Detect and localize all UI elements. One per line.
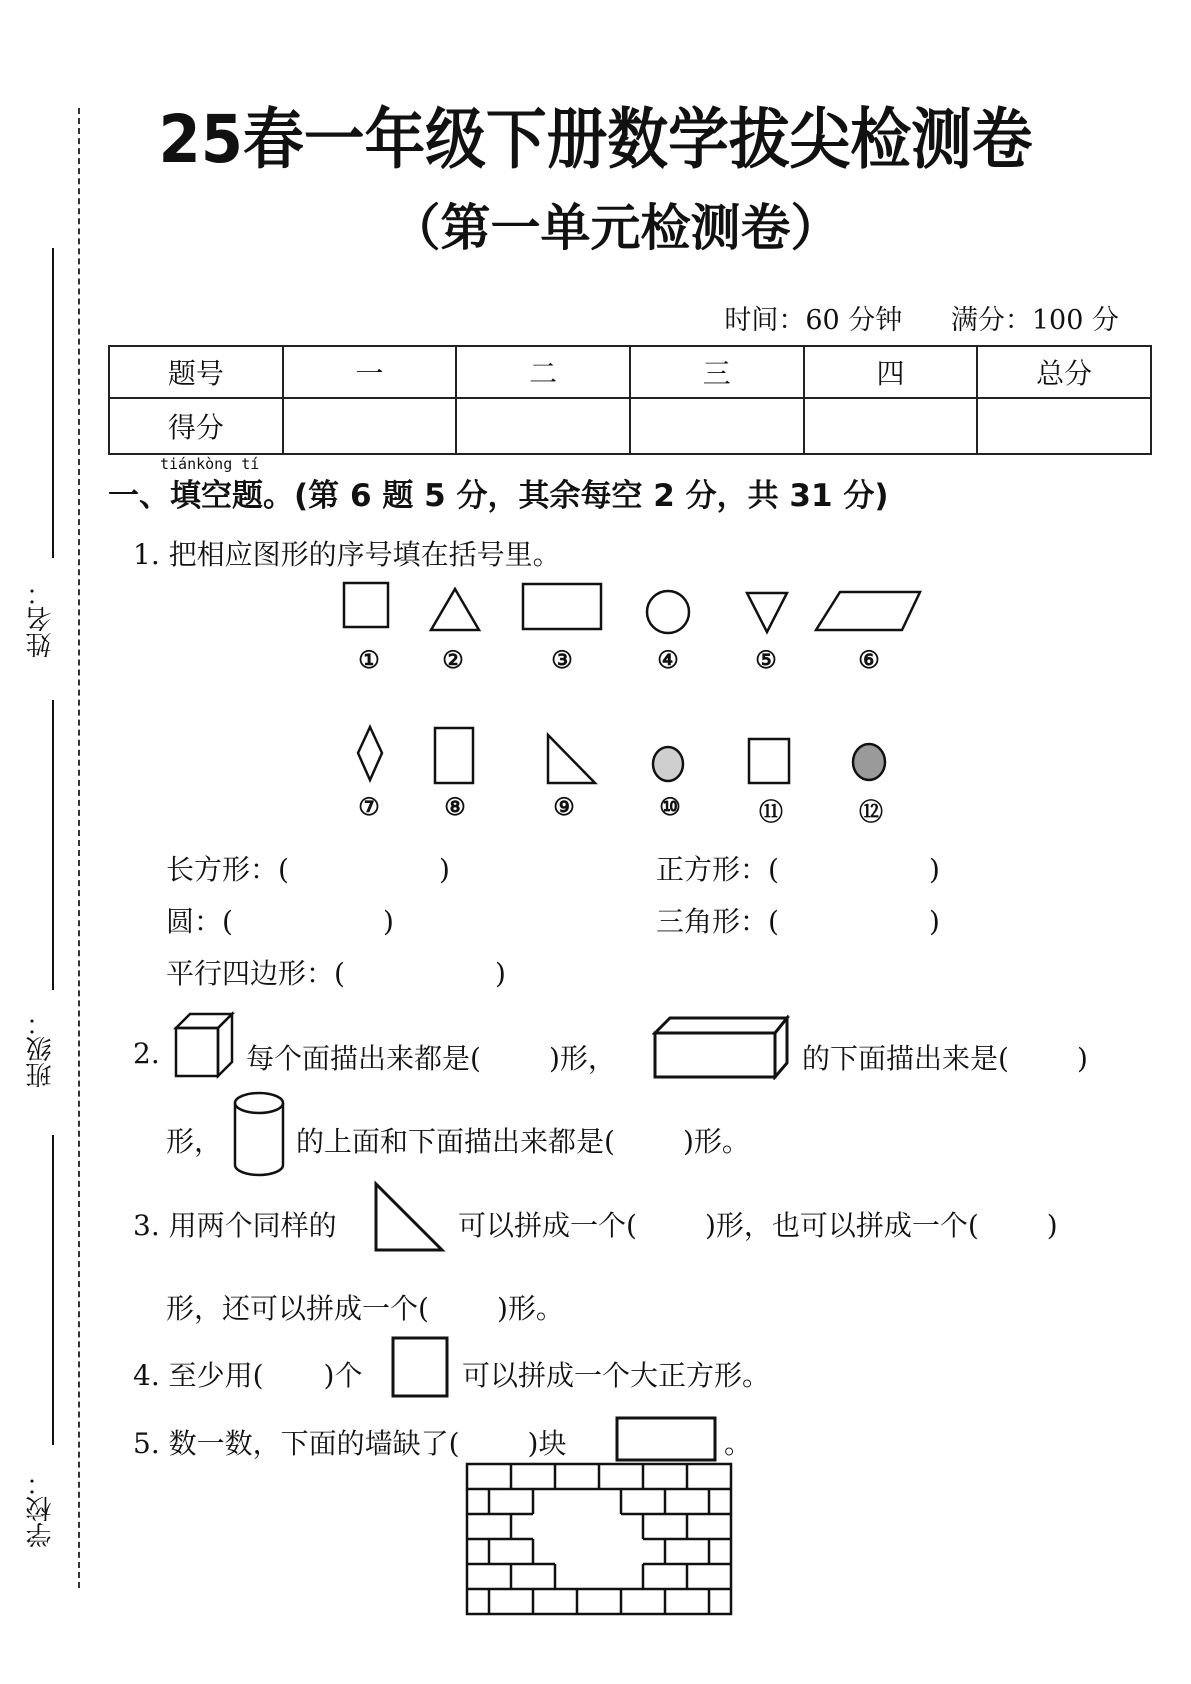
shape-number: ④ [657,645,679,674]
shape-number: ⑧ [444,792,466,821]
table-cell: 题号 [109,346,283,398]
shape-number: ① [358,645,380,674]
q2-text: )形。 [682,1125,750,1158]
full-score: 满分：100 分 [950,305,1119,336]
q2-text: 的上面和下面描出来都是( [296,1125,615,1158]
school-underline [52,1135,54,1445]
table-cell: 一 [283,346,457,398]
table-cell: 总分 [977,346,1151,398]
cut-line [78,108,80,1588]
page-title: 25春一年级下册数学拔尖检测卷 [158,101,1033,178]
shape-number: ⑫ [859,797,883,826]
table-cell: 三 [630,346,804,398]
score-table [108,345,1152,455]
tall-rectangle-shape [435,728,473,783]
score-input-cell[interactable] [456,398,630,454]
answer-label: 三角形：( [656,905,779,938]
shape-number: ⑥ [858,645,880,674]
answer-square [656,848,940,888]
light-gray-circle-shape [653,747,683,781]
q3-text: ) [1046,1209,1058,1242]
circle-shape [647,591,689,633]
question-2-text-4 [296,1120,750,1160]
answer-label: 长方形：( [166,853,289,886]
table-header-row [109,346,1151,398]
answer-parallelogram [166,952,506,992]
q2-text: 每个面描出来都是( [246,1042,481,1075]
answer-label: 平行四边形：( [166,957,345,990]
answer-rectangle [166,848,450,888]
q3-text: 形，还可以拼成一个( [166,1292,429,1325]
answer-circle [166,900,394,940]
pinyin-annotation: tiánkòng tí [160,455,260,473]
question-2-text-3: 形， [166,1125,223,1158]
shape-number: ③ [551,645,573,674]
shape-number: ⑦ [358,792,380,821]
question-5-text-1 [133,1422,566,1462]
table-cell: 得分 [109,398,283,454]
score-input-cell[interactable] [283,398,457,454]
score-input-cell[interactable] [804,398,978,454]
close-paren: ) [494,957,506,990]
cube-icon [172,1010,242,1080]
dark-gray-circle-shape [853,744,885,780]
score-input-cell[interactable] [630,398,804,454]
name-underline [52,248,54,558]
class-label: 班级： [26,1010,56,1088]
table-score-row [109,398,1151,454]
q3-text: )形。 [496,1292,564,1325]
question-4-text-1 [133,1354,362,1394]
answer-label: 圆：( [166,905,233,938]
exam-meta [684,298,1119,337]
q3-text: 可以拼成一个( [458,1209,637,1242]
shapes-row-2 [340,720,940,795]
question-3-text-2 [458,1204,1058,1244]
q3-text: )形，也可以拼成一个( [704,1209,979,1242]
close-paren: ) [438,853,450,886]
shapes-row-1 [340,580,940,650]
q5-text: )块 [527,1427,567,1460]
close-paren: ) [928,905,940,938]
q2-text: )形， [548,1042,616,1075]
cylinder-icon [232,1090,288,1180]
q2-text: 的下面描出来是( [802,1042,1009,1075]
shape-number: ⑨ [553,792,575,821]
time-limit: 时间：60 分钟 [724,305,903,336]
square-icon [390,1335,450,1400]
name-label: 姓名： [26,580,56,658]
question-3-text-1: 3. 用两个同样的 [133,1209,337,1242]
rhombus-shape [358,727,382,780]
shape-number: ⑩ [659,792,681,821]
q2-text: ) [1076,1042,1088,1075]
question-2-text-1 [246,1037,616,1077]
shape-number: ② [442,645,464,674]
question-2-number: 2. [133,1037,160,1070]
shape-number: ⑤ [755,645,777,674]
q4-text: 4. 至少用( [133,1359,264,1392]
question-2-text-2 [802,1037,1088,1077]
table-cell: 二 [456,346,630,398]
cuboid-icon [652,1015,792,1080]
inverted-triangle-shape [747,593,787,632]
brick-wall-figure [464,1461,736,1621]
q5-text: 5. 数一数，下面的墙缺了( [133,1427,460,1460]
square-shape [749,739,789,783]
answer-label: 正方形：( [656,853,779,886]
question-4-text-2: 可以拼成一个大正方形。 [462,1359,771,1392]
close-paren: ) [928,853,940,886]
close-paren: ) [382,905,394,938]
section-heading: 一、填空题。(第 6 题 5 分，其余每空 2 分，共 31 分) [108,478,889,514]
answer-triangle [656,900,940,940]
brick-icon [614,1415,720,1465]
triangle-shape [431,589,479,630]
class-underline [52,700,54,990]
school-label: 学校： [26,1470,56,1548]
q4-text: )个 [323,1359,363,1392]
parallelogram-shape [816,592,920,630]
score-input-cell[interactable] [977,398,1151,454]
question-1-prompt: 1. 把相应图形的序号填在括号里。 [133,538,561,571]
right-triangle-shape [548,735,595,783]
rectangle-shape [523,584,601,629]
table-cell: 四 [804,346,978,398]
page-subtitle: （第一单元检测卷） [390,199,841,257]
question-3-text-3 [166,1287,564,1327]
shape-number: ⑪ [759,797,783,826]
right-triangle-icon [372,1180,447,1255]
square-shape [344,583,388,627]
question-5-text-2: 。 [724,1427,753,1460]
